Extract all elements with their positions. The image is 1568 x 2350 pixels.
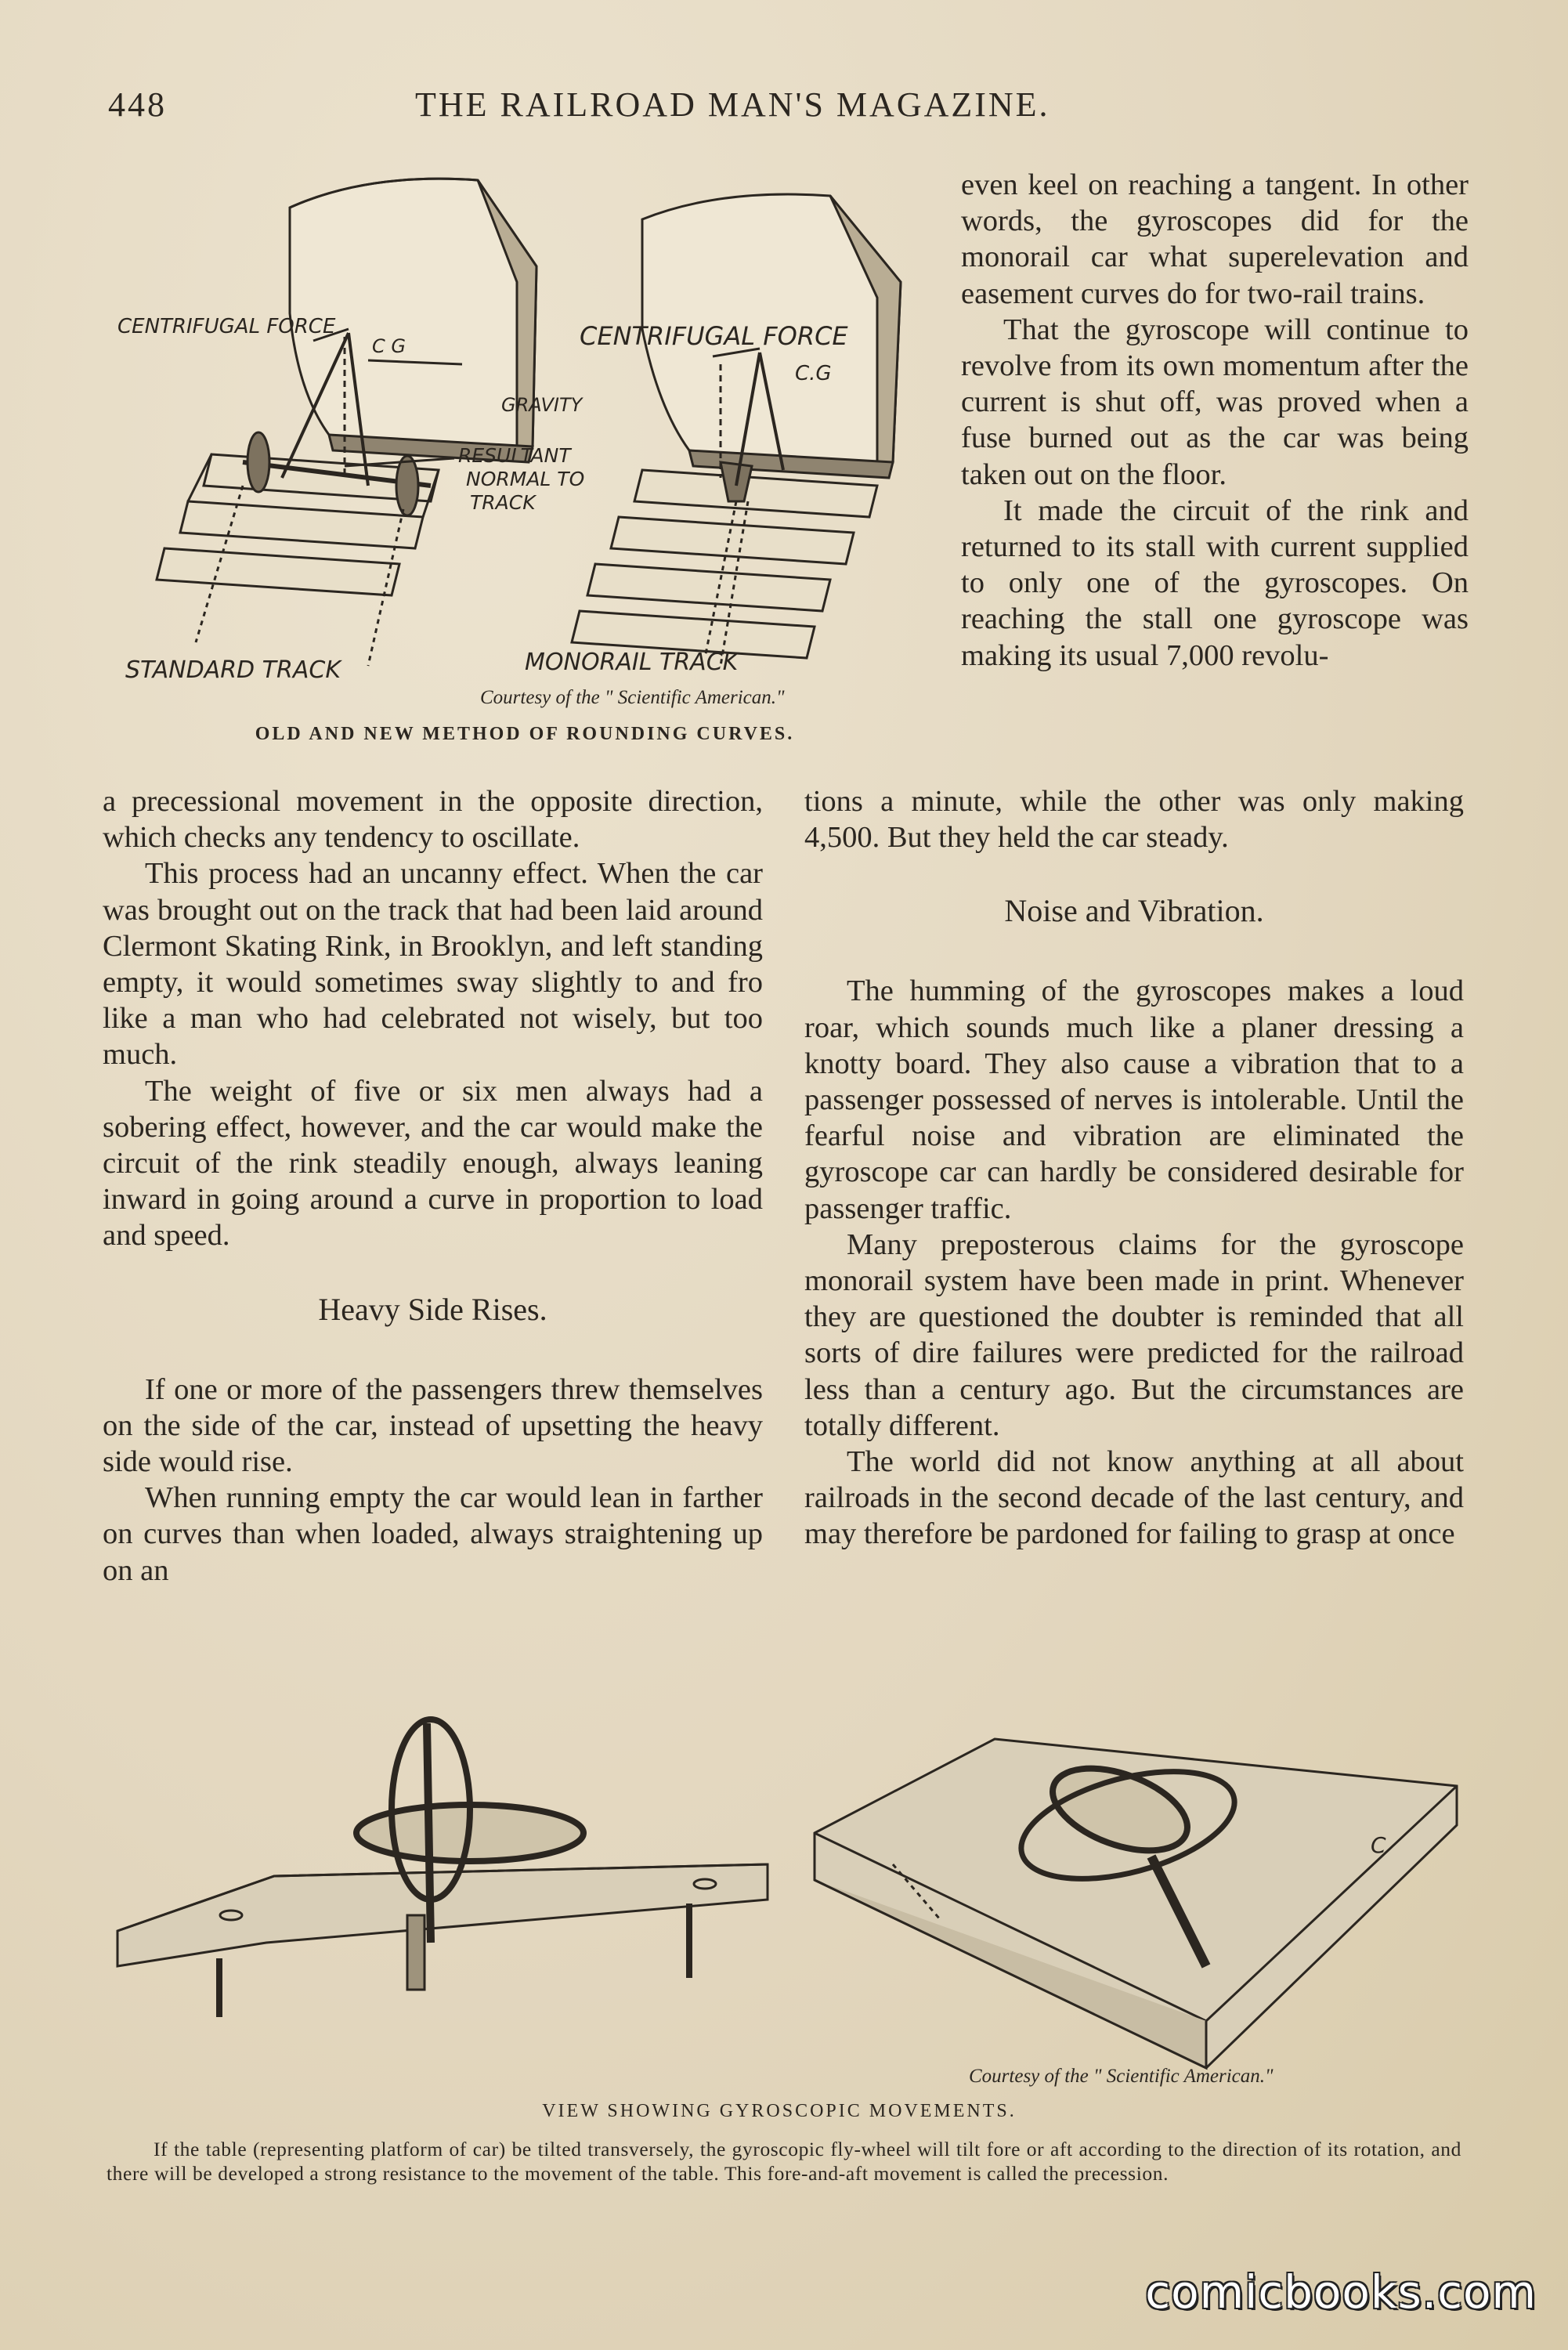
figure2-credit: Courtesy of the " Scientific American." — [969, 2066, 1274, 2087]
left-column — [103, 783, 763, 1589]
rounding-curves-diagram — [110, 157, 956, 776]
label-standard-track: STANDARD TRACK — [125, 656, 341, 684]
section-heading: Heavy Side Rises. — [318, 1291, 547, 1327]
paragraph: tions a minute, while the other was only making 4,500. But they held the car steady. — [804, 785, 1464, 855]
figure1-caption: OLD AND NEW METHOD OF ROUNDING CURVES. — [255, 724, 795, 744]
paragraph: That the gyroscope will continue to revolve from its own momentum after the current is shut off, was proved when a fuse burned out as the car was being taken out on the floor. — [961, 313, 1469, 491]
label-centrifugal-force-right: CENTRIFUGAL FORCE — [580, 321, 848, 351]
label-c: C — [1371, 1832, 1386, 1858]
figure1-credit: Courtesy of the " Scientific American." — [480, 687, 785, 708]
paragraph: If one or more of the passengers threw themselves on the side of the car, instead of upsetting the heavy side would rise. — [103, 1372, 763, 1479]
figure2-description: If the table (representing platform of car) be tilted transversely, the gyroscopic fly-wheel will tilt fore or aft according to the direction of its rotation, and there will be developed a strong resistance to the movement of the table. This fore-and-aft movement is called the precession. — [107, 2138, 1461, 2185]
label-cg-left: C G — [372, 335, 406, 357]
paragraph: The humming of the gyroscopes makes a loud roar, which sounds much like a planer dressing a knotty board. They also cause a vibration that to a passenger possessed of nerves is intolerable. Until the fearful noise and vibration are eliminated the gyroscope car can hardly be considered desirable for passenger traffic. — [804, 974, 1464, 1225]
label-gravity: GRAVITY — [501, 394, 583, 416]
label-centrifugal-force-left: CENTRIFUGAL FORCE — [117, 315, 336, 338]
paragraph: The world did not know anything at all about railroads in the second decade of the last century, and may therefore be pardoned for failing to grasp at once — [804, 1445, 1464, 1551]
right-column — [804, 783, 1464, 1553]
paragraph: Many preposterous claims for the gyroscope monorail system have been made in print. Whenever they are questioned the doubter is reminded that all sorts of dire failures were predicted for the railroad less than a century ago. But the circumstances are totally different. — [804, 1227, 1464, 1442]
figure2-caption: VIEW SHOWING GYROSCOPIC MOVEMENTS. — [542, 2101, 1017, 2121]
label-monorail-track: MONORAIL TRACK — [525, 649, 739, 676]
right-upper-column — [961, 167, 1469, 674]
left-table — [117, 1864, 768, 1966]
gyroscope-illustration — [110, 1708, 1472, 2076]
page-number: 448 — [108, 85, 167, 124]
paragraph: The weight of five or six men always had a sobering effect, however, and the car would make the circuit of the rink steadily enough, always leaning inward in going around a curve in proportion to load and speed. — [103, 1074, 763, 1253]
label-resultant: RESULTANT — [458, 444, 571, 467]
label-track: TRACK — [470, 491, 536, 514]
paragraph: even keel on reaching a tangent. In other words, the gyroscopes did for the monorail car what superelevation and easement curves do for two-rail trains. — [961, 168, 1469, 310]
watermark: comicbooks.com — [1145, 2265, 1537, 2319]
magazine-title: THE RAILROAD MAN'S MAGAZINE. — [415, 85, 1050, 124]
paragraph: It made the circuit of the rink and returned to its stall with current supplied to only one of the gyroscopes. On reaching the stall one gyroscope was making its usual 7,000 revolu- — [961, 494, 1469, 672]
paragraph: This process had an uncanny effect. When the car was brought out on the track that had been laid around Clermont Skating Rink, in Brooklyn, and left standing empty, it would sometimes sway slightly to and fro like a man who had celebrated not wisely, but too much. — [103, 857, 763, 1072]
label-normal-to: NORMAL TO — [466, 468, 585, 490]
section-heading: Noise and Vibration. — [1004, 893, 1264, 929]
paragraph: When running empty the car would lean in farther on curves than when loaded, always straightening up on an — [103, 1481, 763, 1587]
label-cg-right: C.G — [795, 362, 832, 385]
paragraph: a precessional movement in the opposite direction, which checks any tendency to oscillate. — [103, 785, 763, 855]
